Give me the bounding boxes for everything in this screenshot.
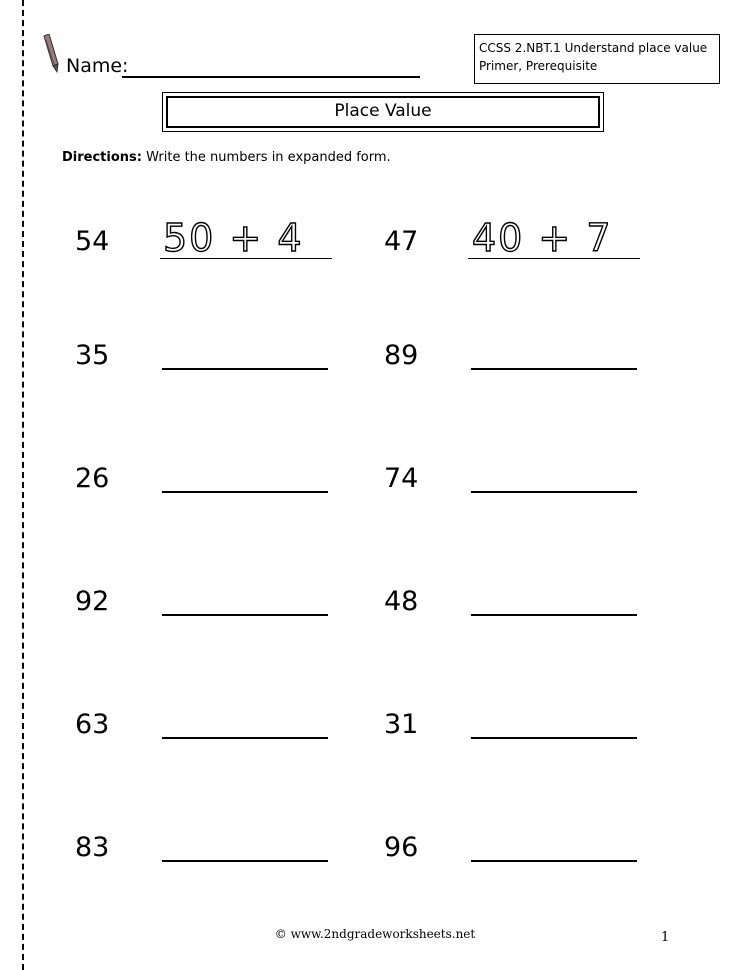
answer-line[interactable] [471, 737, 637, 739]
page-number: 1 [661, 930, 670, 945]
problem-number: 92 [75, 586, 110, 617]
problem-number: 83 [75, 832, 110, 863]
example-answer-traced: 40 + 7 [472, 216, 613, 260]
answer-line[interactable] [162, 491, 328, 493]
problem-number: 48 [384, 586, 419, 617]
footer-copyright: © www.2ndgradeworksheets.net [274, 927, 476, 941]
problem-number: 47 [384, 226, 419, 257]
problem-number: 89 [384, 340, 419, 371]
example-answer-line [160, 258, 332, 259]
page-title: Place Value [166, 96, 600, 128]
name-write-line[interactable] [122, 76, 420, 78]
answer-line[interactable] [162, 614, 328, 616]
standard-line-2: Primer, Prerequisite [479, 59, 598, 73]
pencil-icon [40, 34, 62, 74]
answer-line[interactable] [471, 368, 637, 370]
example-answer-traced: 50 + 4 [163, 216, 304, 260]
standard-line-1: CCSS 2.NBT.1 Understand place value [479, 41, 708, 55]
standard-info-box [474, 34, 720, 84]
name-label: Name: [66, 55, 129, 77]
answer-line[interactable] [471, 614, 637, 616]
problem-number: 96 [384, 832, 419, 863]
answer-line[interactable] [162, 368, 328, 370]
problem-number: 35 [75, 340, 110, 371]
answer-line[interactable] [162, 860, 328, 862]
problem-number: 26 [75, 463, 110, 494]
problem-number: 54 [75, 226, 110, 257]
example-answer-line [468, 258, 640, 259]
problem-number: 63 [75, 709, 110, 740]
answer-line[interactable] [162, 737, 328, 739]
answer-line[interactable] [471, 860, 637, 862]
directions-lead: Directions: [62, 150, 142, 165]
answer-line[interactable] [471, 491, 637, 493]
directions-text: Write the numbers in expanded form. [146, 150, 391, 165]
problem-number: 31 [384, 709, 419, 740]
dashed-margin-line [22, 0, 24, 970]
problem-number: 74 [384, 463, 419, 494]
directions [62, 150, 391, 165]
title-box [162, 92, 604, 132]
